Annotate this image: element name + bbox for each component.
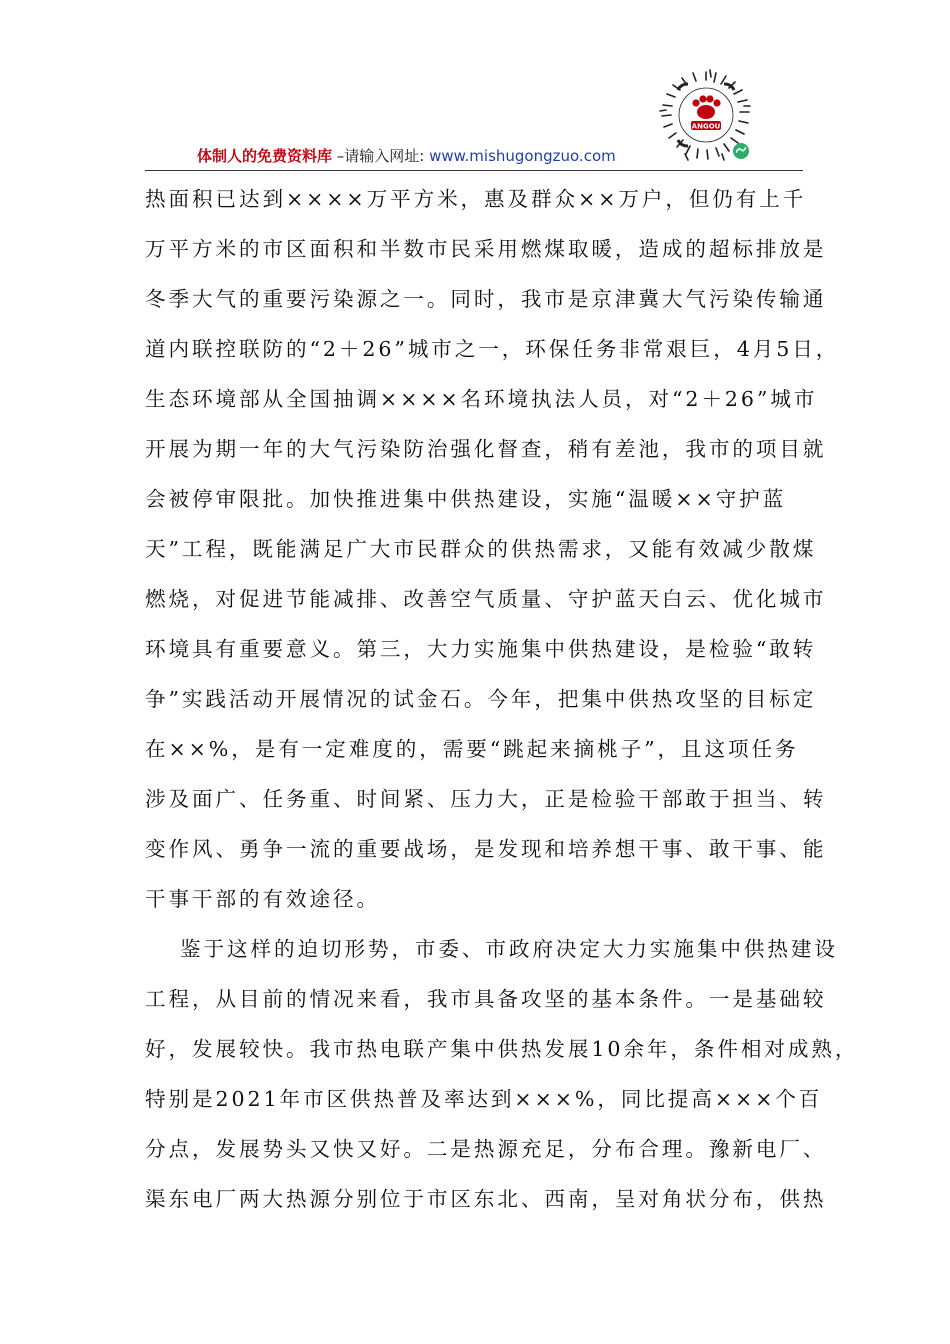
text-line: 渠东电厂两大热源分别位于市区东北、西南，呈对角状分布，供热	[145, 1187, 827, 1211]
mini-program-qr-icon[interactable]	[658, 68, 754, 164]
text-line: 干事干部的有效途径。	[145, 887, 380, 911]
text-line: 天”工程，既能满足广大市民群众的供热需求，又能有效减少散煤	[145, 537, 817, 561]
text-line: 特别是2021年市区供热普及率达到×××%，同比提高×××个百	[145, 1087, 823, 1111]
text-line: 热面积已达到××××万平方米，惠及群众××万户，但仍有上千	[145, 187, 807, 211]
text-line: 会被停审限批。加快推进集中供热建设，实施“温暖××守护蓝	[145, 487, 787, 511]
paragraph-first-line: 鉴于这样的迫切形势，市委、市政府决定大力实施集中供热建设	[180, 937, 838, 961]
banner-prompt: –请输入网址:	[332, 147, 430, 165]
text-line: 分点，发展势头又快又好。二是热源充足，分布合理。豫新电厂、	[145, 1137, 827, 1161]
article-body	[145, 184, 859, 1234]
text-line: 燃烧，对促进节能减排、改善空气质量、守护蓝天白云、优化城市	[145, 587, 827, 611]
text-line: 道内联控联防的“2＋26”城市之一，环保任务非常艰巨，4月5日，	[145, 337, 840, 361]
text-line: 争”实践活动开展情况的试金石。今年，把集中供热攻坚的目标定	[145, 687, 817, 711]
text-line: 在××%，是有一定难度的，需要“跳起来摘桃子”，且这项任务	[145, 737, 799, 761]
text-line: 万平方米的市区面积和半数市民采用燃煤取暖，造成的超标排放是	[145, 237, 827, 261]
banner-url-link[interactable]: www.mishugongzuo.com	[429, 147, 616, 165]
text-line: 生态环境部从全国抽调××××名环境执法人员，对“2＋26”城市	[145, 387, 818, 411]
text-line: 环境具有重要意义。第三，大力实施集中供热建设，是检验“敢转	[145, 637, 817, 661]
qr-logo-text: ANGOU	[691, 122, 721, 131]
text-line: 开展为期一年的大气污染防治强化督查，稍有差池，我市的项目就	[145, 437, 827, 461]
banner-title: 体制人的免费资料库	[197, 147, 333, 165]
site-banner[interactable]	[197, 147, 616, 165]
page-header	[0, 0, 950, 172]
text-line: 冬季大气的重要污染源之一。同时，我市是京津冀大气污染传输通	[145, 287, 827, 311]
text-line: 变作风、勇争一流的重要战场，是发现和培养想干事、敢干事、能	[145, 837, 827, 861]
header-divider	[145, 170, 803, 171]
text-line: 涉及面广、任务重、时间紧、压力大，正是检验干部敢于担当、转	[145, 787, 827, 811]
text-line: 好，发展较快。我市热电联产集中供热发展10余年，条件相对成熟，	[145, 1037, 859, 1061]
text-line: 工程，从目前的情况来看，我市具备攻坚的基本条件。一是基础较	[145, 987, 827, 1011]
